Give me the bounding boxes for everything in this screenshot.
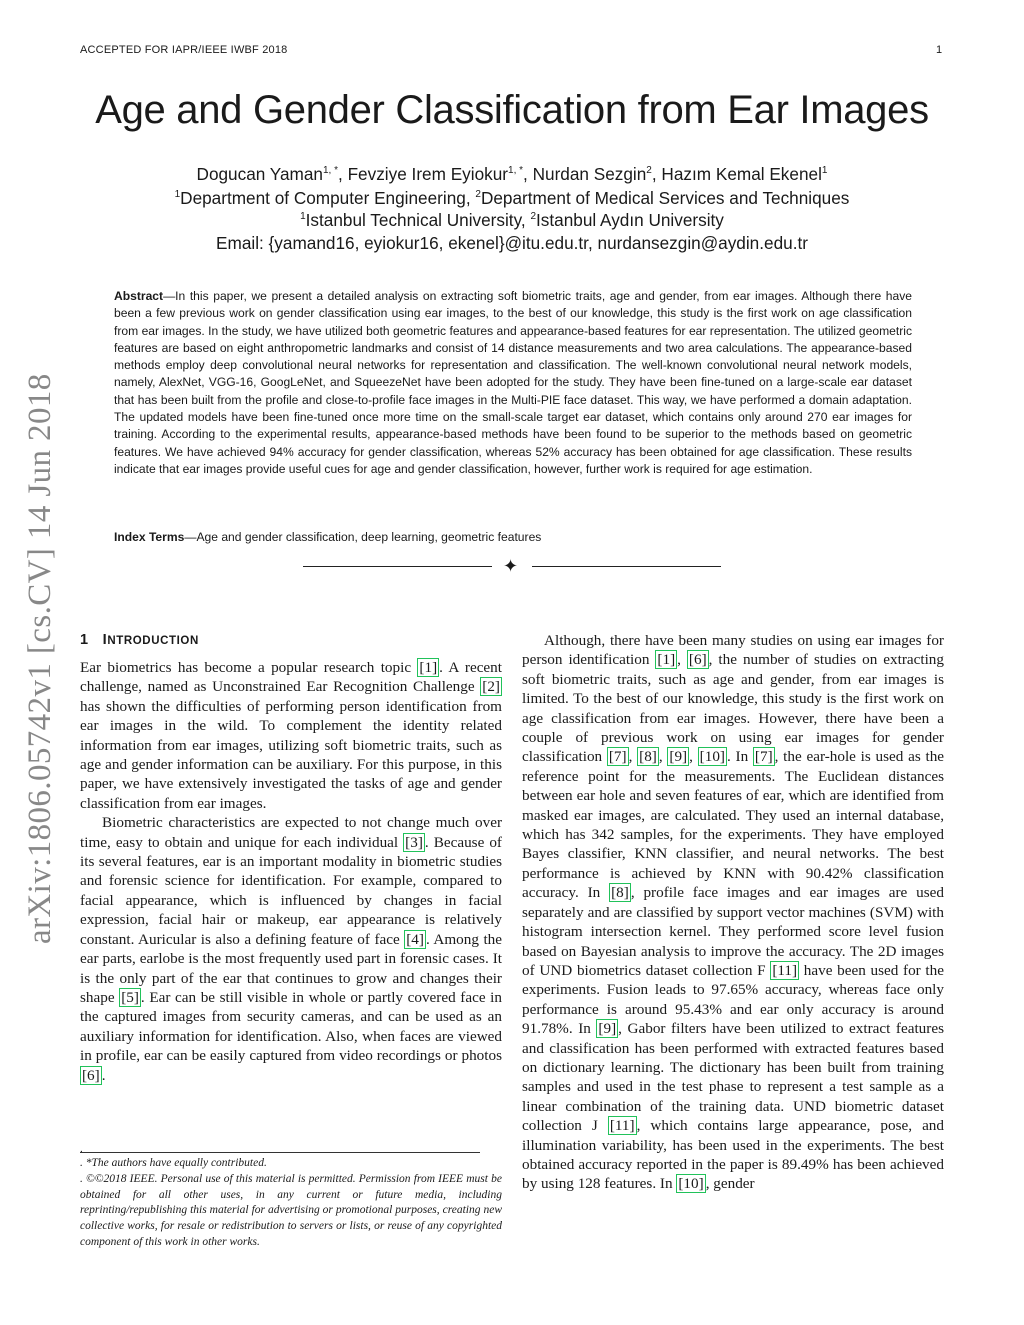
paragraph-text: , the ear-hole is used as the reference point for the measurements. The Euclidean distances between ear hole and seven features of ear, which are identified from masked ear images, are calculated. They used an internal database, which has 342 samples, for the experiments. They have employed Bayes classifier, KNN classifier, and neural networks. The best performance is achieved by KNN with 90.42% classification accuracy. In: [522, 748, 945, 902]
section-title-initial: I: [102, 632, 108, 648]
paragraph-text: has shown the difficulties of performing person identification from ear images in the wild. To complement the identity related information from ear images, utilizing soft biometric traits, such as age and gender information can be auxiliary. For this purpose, in this paper, we have extensively investigated the tasks of age and gender classification from ear images.: [80, 697, 502, 812]
citation-link[interactable]: [11]: [772, 961, 798, 979]
paragraph-text: . A recent challenge, named as Unconstrained Ear Recognition Challenge: [80, 659, 502, 696]
citation-link[interactable]: [3]: [405, 833, 423, 851]
citation-link[interactable]: [8]: [611, 884, 629, 902]
affiliation-mark: 2: [530, 211, 537, 222]
author-name: Fevziye Irem Eyiokur: [347, 164, 509, 184]
paragraph-text: have been used for the experiments. Fusion leads to 97.65% accuracy, whereas face only performance is around 95.43% and ear only accuracy is around 91.78%. In: [522, 961, 944, 1038]
citation-link[interactable]: [10]: [678, 1175, 704, 1193]
arxiv-identifier-text[interactable]: arXiv:1806.05742v1 [cs.CV] 14 Jun 2018: [22, 373, 58, 944]
index-terms-label: Index Terms: [114, 530, 185, 544]
divider-line-left: [303, 566, 492, 567]
citation-link[interactable]: [9]: [669, 748, 688, 766]
citation-link[interactable]: [5]: [121, 988, 139, 1006]
paragraph-text: , gender: [705, 1175, 755, 1193]
paragraph-text: ,: [677, 651, 687, 669]
paragraph-text: , profile face images and ear images are used separately and are classified by support vector machines (SVM) with histogram intersection kernel. They performed score level fusion based on Bayesian analysis to improve the accuracy. The 2D images of UND biometrics dataset collection F: [522, 884, 944, 979]
footnote: [80, 1172, 502, 1251]
paragraph-text: ,: [628, 748, 638, 766]
affiliation-universities: [0, 210, 1024, 231]
footnote: [80, 1156, 502, 1172]
citation-link[interactable]: [7]: [608, 748, 627, 766]
footnotes: [80, 1156, 502, 1251]
paragraph-text: Ear biometrics has become a popular research topic: [80, 659, 418, 676]
paragraph-text: . Because of its several features, ear is an important modality in biometric studies and forensic science for identification. For example, compared to facial appearance, which is influenced by changes in facial expression, facial hair or makeup, ear appearance is relatively constant. Auricular is also a defining feature of face: [80, 833, 502, 948]
paragraph-text: Although, there have been many studies on using ear images for person identification: [522, 632, 944, 669]
paragraph-text: Biometric characteristics are expected to not change much over time, easy to obtain and unique for each individual: [80, 814, 502, 851]
citation-link[interactable]: [1]: [419, 659, 438, 676]
author-name: Nurdan Sezgin: [532, 164, 647, 184]
abstract-label: Abstract: [114, 289, 164, 303]
paragraph-text: .: [101, 1066, 106, 1084]
page-number: 1: [936, 44, 943, 56]
affiliation-mark: 1: [174, 189, 181, 200]
citation-link[interactable]: [2]: [482, 678, 500, 696]
citation-link[interactable]: [7]: [754, 748, 773, 766]
author-list: Dogucan Yaman$^{1, *}$, Fevziye Irem Eyiokur$^{1, *}$, Nurdan Sezgin$^2$, Hazım Kemal Ekenel$^1$: [196, 164, 828, 184]
paragraph-text: ,: [689, 748, 698, 766]
author-affiliation-mark: 1, *: [322, 165, 338, 176]
paragraph-text: , Gabor filters have been utilized to extract features and classification has been performed with extracted features based on dictionary learning. The dictionary has been built from training samples and used in the test phase to represent a test sample as a linear combination of the training data. UND biometric dataset collection J: [522, 1020, 944, 1135]
left-column: [80, 658, 502, 1085]
citation-link[interactable]: [4]: [406, 930, 424, 948]
divider-diamond-icon: ✦: [503, 556, 519, 576]
paragraph-text: ,: [658, 748, 668, 766]
affiliation-text: Department of Medical Services and Techniques: [480, 188, 850, 208]
citation-link[interactable]: [10]: [699, 748, 725, 766]
citation-link[interactable]: [9]: [598, 1020, 617, 1038]
footnote-mark: . *: [80, 1157, 92, 1169]
citation-link[interactable]: [6]: [82, 1066, 100, 1084]
footnote-rule: [80, 1152, 480, 1153]
citation-link[interactable]: [6]: [688, 651, 707, 669]
section-number: 1: [80, 632, 89, 648]
paragraph-text: . Among the ear parts, earlobe is the most frequently used part in forensic cases. It is the only part of the ear that continues to grow and changes their shape: [80, 930, 502, 1006]
paragraph-text: , the number of studies on extracting soft biometric traits, such as age and gender, from ear images is limited. To the best of our knowledge, this study is the first work on age classification from ear images. However, there have been a couple of previous work on using ear images for gender classification: [522, 651, 944, 766]
footnote-mark: . ©: [80, 1172, 95, 1185]
citation-link[interactable]: [8]: [639, 748, 657, 766]
index-terms-text: —Age and gender classification, deep learning, geometric features: [184, 530, 542, 544]
affiliation-mark: 2: [475, 189, 481, 200]
paragraph: [80, 658, 502, 813]
running-header: ACCEPTED FOR IAPR/IEEE IWBF 2018: [80, 44, 288, 56]
divider-line-right: [532, 566, 721, 567]
citation-link[interactable]: [1]: [657, 651, 676, 669]
footnote-text: The authors have equally contributed.: [91, 1157, 267, 1169]
paragraph-text: . Ear can be still visible in whole or partly covered face in the captured images from security cameras, and can be used as an auxiliary information for identification. Also, when faces are viewed in profile, ear can be easily captured from video recordings or photos: [80, 988, 502, 1065]
paragraph: [80, 813, 502, 1085]
footnote-text: ©2018 IEEE. Personal use of this material is permitted. Permission from IEEE must be obtained for all other uses, in any current or future media, including reprinting/republishing this material for advertising or promotional purposes, creating new collective works, for resale or redistribution to servers or lists, or reuse of any copyrighted component of this work in other works.: [80, 1172, 502, 1248]
paragraph: [522, 631, 944, 1194]
affiliation-text: Istanbul Technical University,: [305, 210, 531, 230]
right-column: [522, 631, 944, 1194]
abstract-text: —In this paper, we present a detailed analysis on extracting soft biometric traits, age and gender, from ear images. Although there have been a few previous work on gender classification using ear images, to the best of our knowledge, this study is the first work on age classification from ear images. In the study, we have utilized both geometric features and appearance-based features for ear representation. The utilized geometric features are based on eight anthropometric landmarks and consist of 14 distance measurements and two area calculations. The appearance-based methods employ deep convolutional neural networks for representation and classification. The well-known convolutional neural network models, namely, AlexNet, VGG-16, GoogLeNet, and SqueezeNet have been adopted for the study. They have been fine-tuned on a large-scale ear dataset that has been built from the profile and close-to-profile face images in the Multi-PIE face dataset. This way, we have performed a domain adaptation. The updated models have been fine-tuned once more time on the small-scale target ear dataset, which contains only around 270 ear images for training. According to the experimental results, appearance-based methods have been found to be superior to the methods based on geometric features. We have achieved 94% accuracy for gender classification, whereas 52% accuracy has been obtained for age classification. These results indicate that ear images provide useful cues for age and gender classification, however, further work is required for age estimation.: [114, 289, 912, 476]
paragraph-text: . In: [726, 748, 753, 766]
affiliation-departments: [0, 188, 1024, 209]
section-title-rest: NTRODUCTION: [107, 635, 199, 647]
author-name: Dogucan Yaman: [196, 164, 323, 184]
affiliation-mark: 1: [300, 211, 306, 222]
paper-title: Age and Gender Classification from Ear Images: [95, 88, 929, 132]
citation-link[interactable]: [11]: [609, 1117, 635, 1135]
section-heading: [80, 632, 199, 648]
affiliation-text: Department of Computer Engineering,: [180, 188, 476, 208]
affiliation-text: Istanbul Aydın University: [536, 210, 724, 230]
author-affiliation-mark: 1: [821, 165, 828, 176]
author-affiliation-mark: 1, *: [508, 165, 524, 176]
footnote-separator-dot: .: [80, 1143, 83, 1155]
abstract: [114, 288, 912, 478]
index-terms: [114, 530, 541, 544]
author-emails: Email: {yamand16, eyiokur16, ekenel}@itu.edu.tr, nurdansezgin@aydin.edu.tr: [216, 233, 808, 253]
author-affiliation-mark: 2: [646, 165, 652, 176]
paragraph-text: , which contains large appearance, pose, and illumination variability, has been used in the experiments. The best obtained accuracy reported in the paper is 89.49% has been achieved by using 128 features. In: [522, 1117, 944, 1193]
author-name: Hazım Kemal Ekenel: [661, 164, 822, 184]
